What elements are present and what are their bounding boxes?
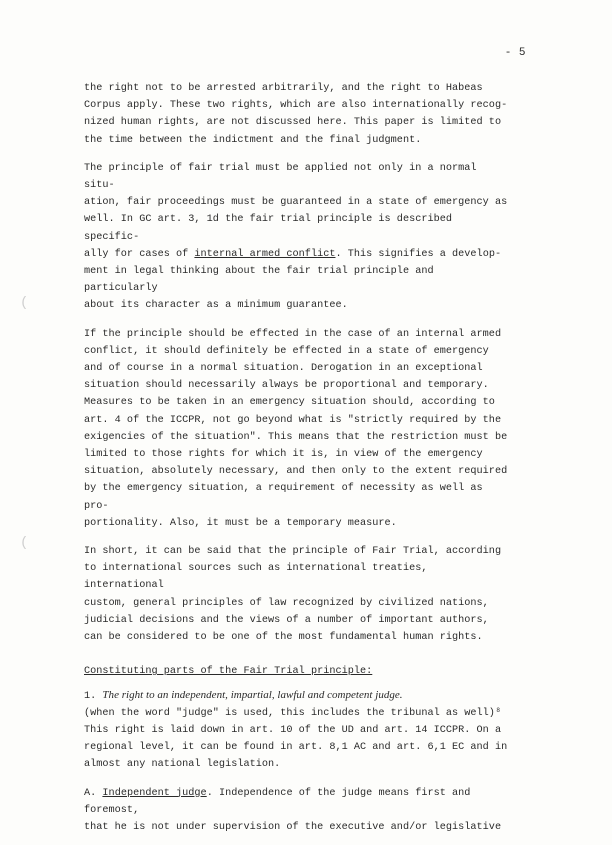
- paragraph: In short, it can be said that the principle of Fair Trial, according to international sources such as international treaties, international custom, general principles of law recognized by civilized nations, judicial decisions and the views of a number of important authors, can be considered to be one of the most fundamental human rights.: [84, 546, 502, 644]
- subsection: [84, 785, 510, 837]
- subsection-body: . Independence of the judge means first and foremost, that he is not under supervision of the executive and/or legislative: [84, 787, 502, 833]
- item-body: (when the word "judge" is used, this includes the tribunal as well)⁸ This right is laid down in art. 10 of the UD and art. 14 ICCPR. On a regional level, it can be found in art. 8,1 AC and art. 6,1 EC and in almost any national legislation.: [84, 707, 508, 771]
- subsection-title: Independent judge: [102, 787, 207, 799]
- paragraph-text: . This signifies a develop- ment in legal thinking about the fair trial principle and particularly about its character as a minimum guarantee.: [84, 248, 502, 312]
- section-heading: Constituting parts of the Fair Trial principle:: [84, 666, 373, 678]
- paragraph: the right not to be arrested arbitrarily, and the right to Habeas Corpus apply. These two rights, which are also internationally recog- nized human rights, are not discussed here. This paper is limited to the time between the indictment and the final judgment.: [84, 83, 508, 146]
- margin-mark: (: [20, 295, 29, 311]
- item-number: 1.: [84, 690, 97, 702]
- paragraph: [84, 160, 510, 315]
- list-item: [84, 687, 510, 774]
- page-number: - 5: [504, 47, 526, 59]
- paragraph: If the principle should be effected in the case of an internal armed conflict, it should definitely be effected in a state of emergency and of course in a normal situation. Derogation in an exceptional situation should necessarily always be proportional and temporary. Measures to be taken in an emergency situation should, according to art. 4 of the ICCPR, not go beyond what is "strictly required by the exigencies of the situation". This means that the restriction must be limited to those rights for which it is, in view of the emergency situation, absolutely necessary, and then only to the extent required by the emergency situation, a requirement of necessity as well as pro- portionality. Also, it must be a temporary measure.: [84, 328, 508, 529]
- document-body: [84, 80, 510, 841]
- margin-mark: (: [20, 535, 29, 551]
- paragraph-text: The principle of fair trial must be applied not only in a normal situ- ation, fair proceedings must be guaranteed in a state of emergency as well. In GC art. 3, 1d the fair trial principle is described specific- ally for cases of: [84, 162, 508, 260]
- underlined-phrase: internal armed conflict: [194, 248, 336, 260]
- item-title: The right to an independent, impartial, lawful and competent judge.: [102, 688, 403, 701]
- subsection-label: A.: [84, 787, 97, 799]
